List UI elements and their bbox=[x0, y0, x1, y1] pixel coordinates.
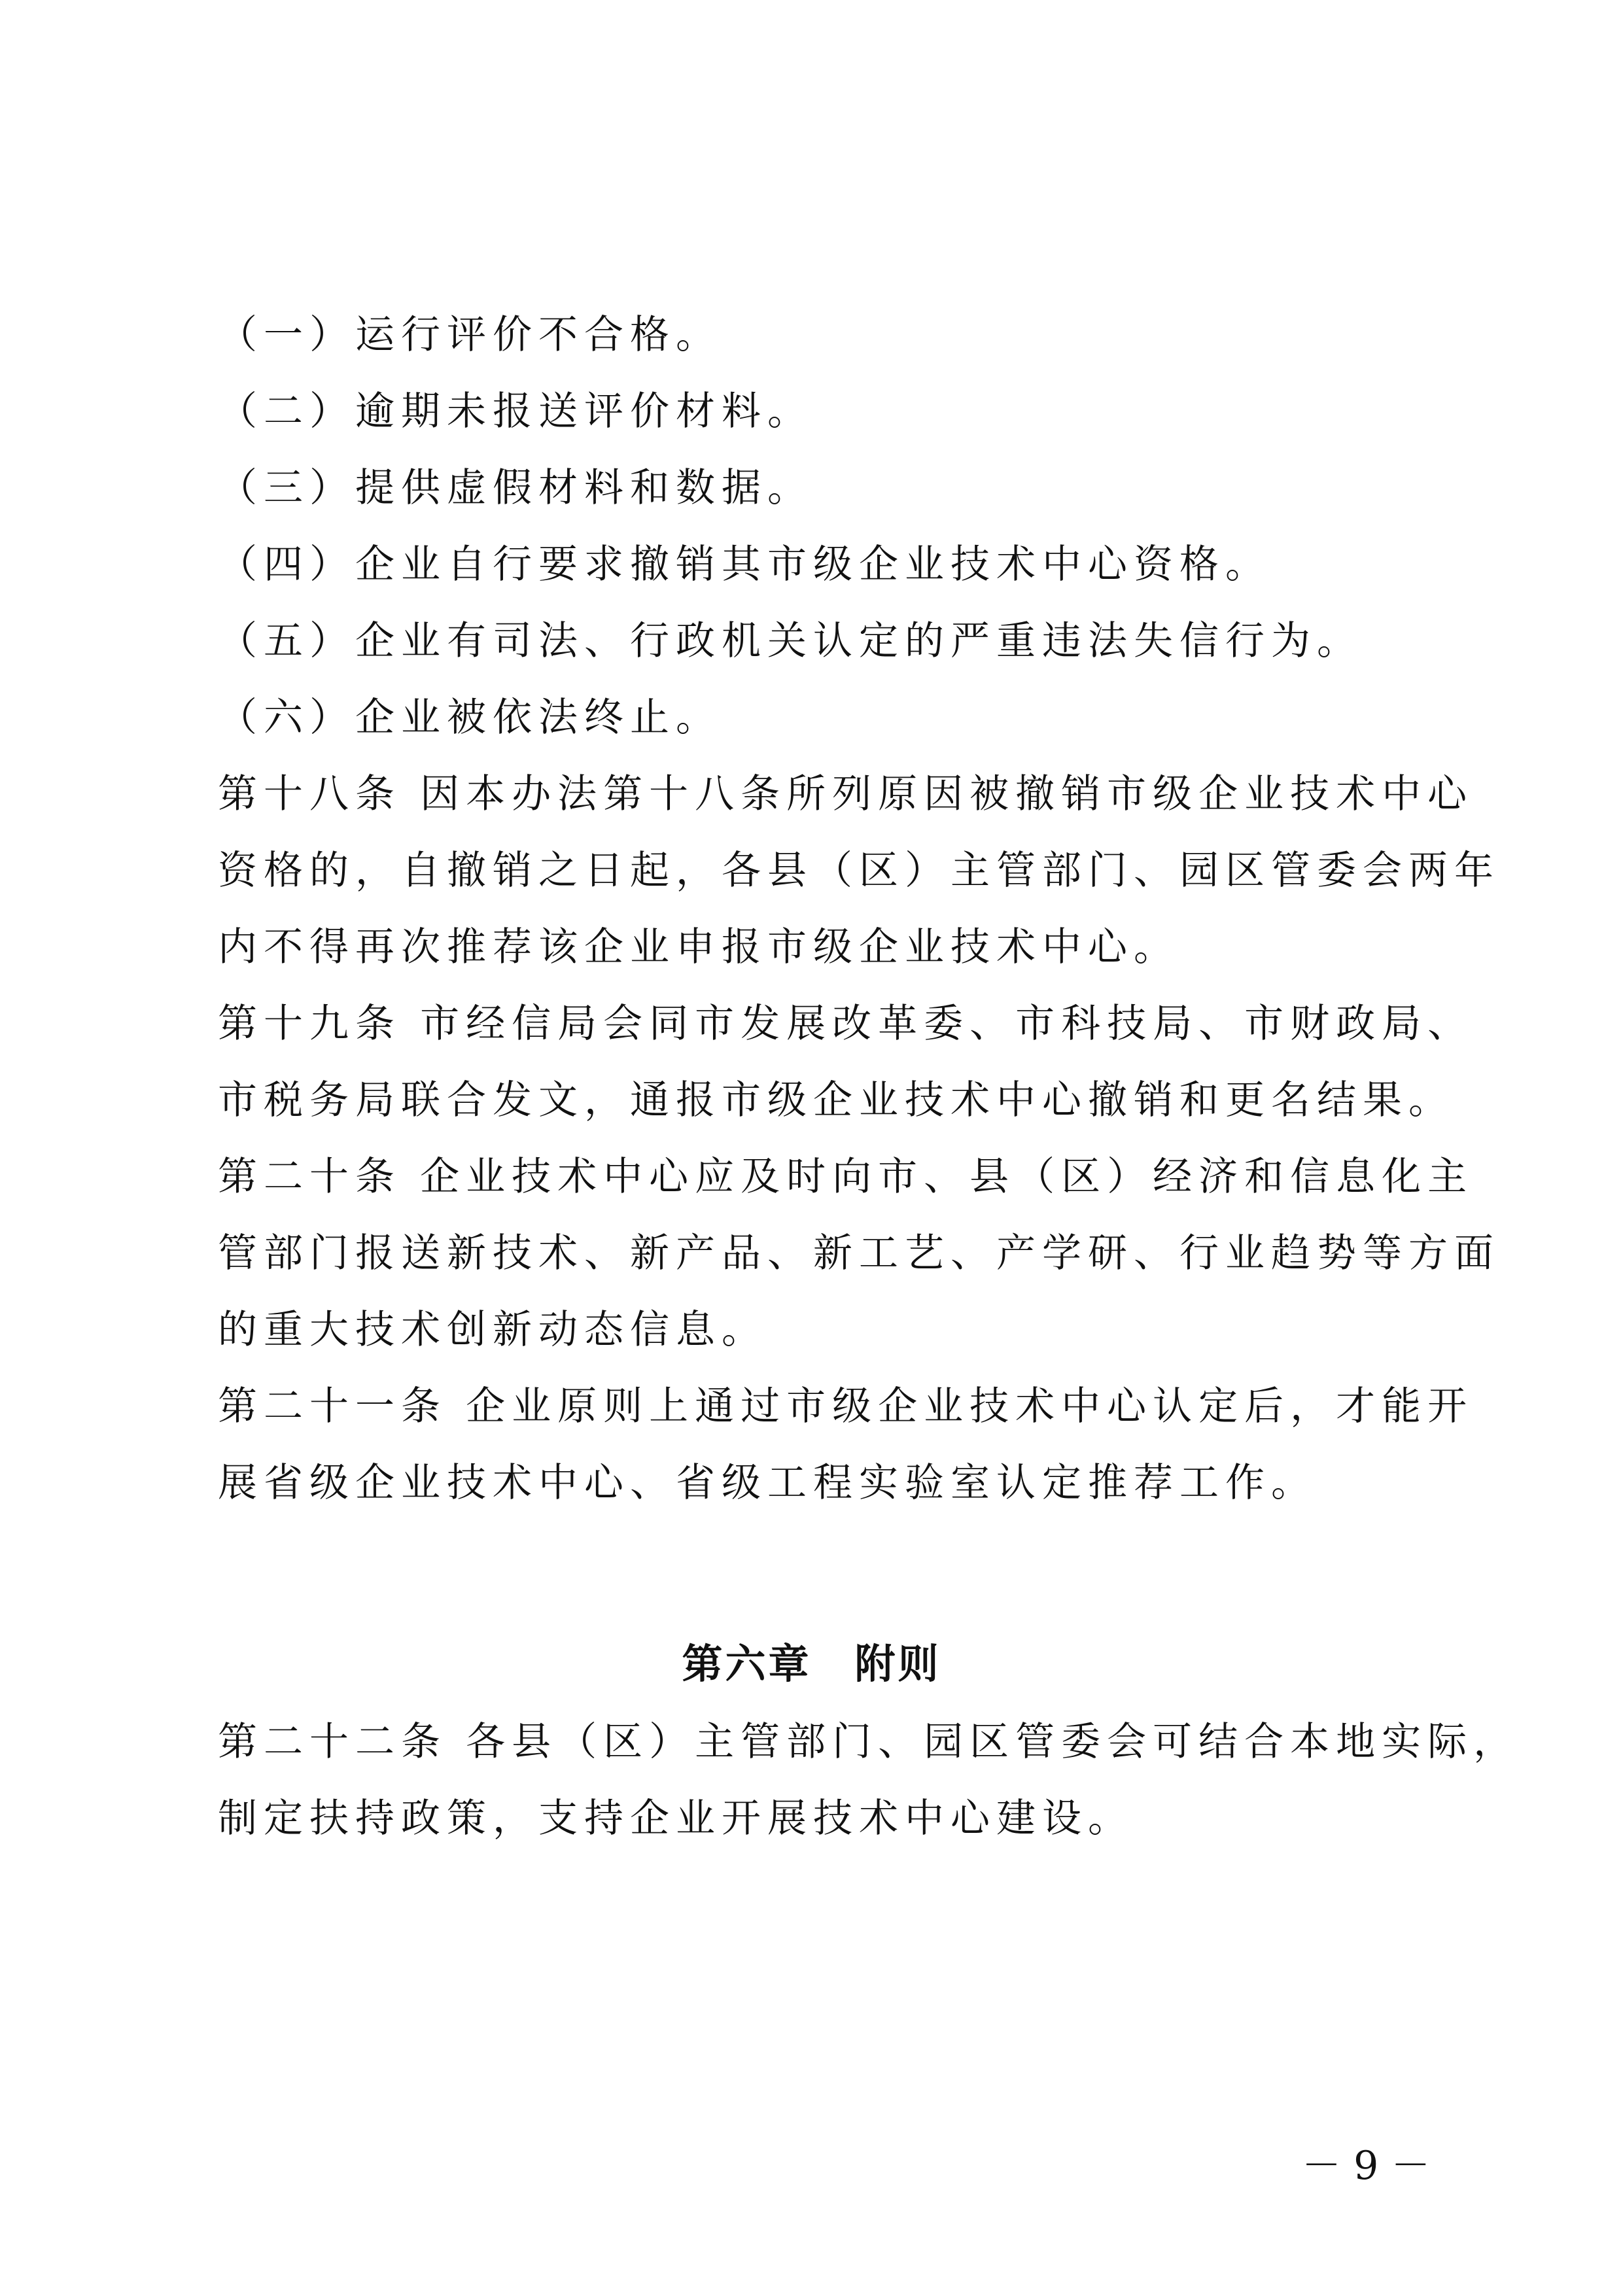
article-20-line-2: 管部门报送新技术、新产品、新工艺、产学研、行业趋势等方面 bbox=[218, 1230, 1500, 1276]
item-4: （四）企业自行要求撤销其市级企业技术中心资格。 bbox=[218, 542, 1271, 587]
item-1: （一）运行评价不合格。 bbox=[218, 312, 722, 358]
article-18-line-3: 内不得再次推荐该企业申报市级企业技术中心。 bbox=[218, 924, 1179, 970]
article-21-line-1: 第二十一条 企业原则上通过市级企业技术中心认定后，才能开 bbox=[218, 1383, 1474, 1429]
article-18-line-1: 第十八条 因本办法第十八条所列原因被撤销市级企业技术中心 bbox=[218, 771, 1474, 817]
article-20-line-1: 第二十条 企业技术中心应及时向市、县（区）经济和信息化主 bbox=[218, 1154, 1474, 1200]
article-19-line-1: 第十九条 市经信局会同市发展改革委、市科技局、市财政局、 bbox=[218, 1001, 1474, 1047]
article-19-line-2: 市税务局联合发文，通报市级企业技术中心撤销和更名结果。 bbox=[218, 1077, 1454, 1123]
article-20-line-3: 的重大技术创新动态信息。 bbox=[218, 1307, 767, 1353]
article-18-line-2: 资格的，自撤销之日起，各县（区）主管部门、园区管委会两年 bbox=[218, 848, 1500, 894]
article-21-line-2: 展省级企业技术中心、省级工程实验室认定推荐工作。 bbox=[218, 1460, 1317, 1506]
item-5: （五）企业有司法、行政机关认定的严重违法失信行为。 bbox=[218, 618, 1363, 664]
item-2: （二）逾期未报送评价材料。 bbox=[218, 389, 813, 434]
article-22-line-2: 制定扶持政策，支持企业开展技术中心建设。 bbox=[218, 1796, 1134, 1841]
page-number: － 9 － bbox=[1302, 2143, 1431, 2189]
article-22-line-1: 第二十二条 各县（区）主管部门、园区管委会可结合本地实际， bbox=[218, 1719, 1520, 1765]
item-6: （六）企业被依法终止。 bbox=[218, 695, 722, 740]
chapter-heading: 第六章 附则 bbox=[682, 1640, 941, 1688]
item-3: （三）提供虚假材料和数据。 bbox=[218, 465, 813, 511]
